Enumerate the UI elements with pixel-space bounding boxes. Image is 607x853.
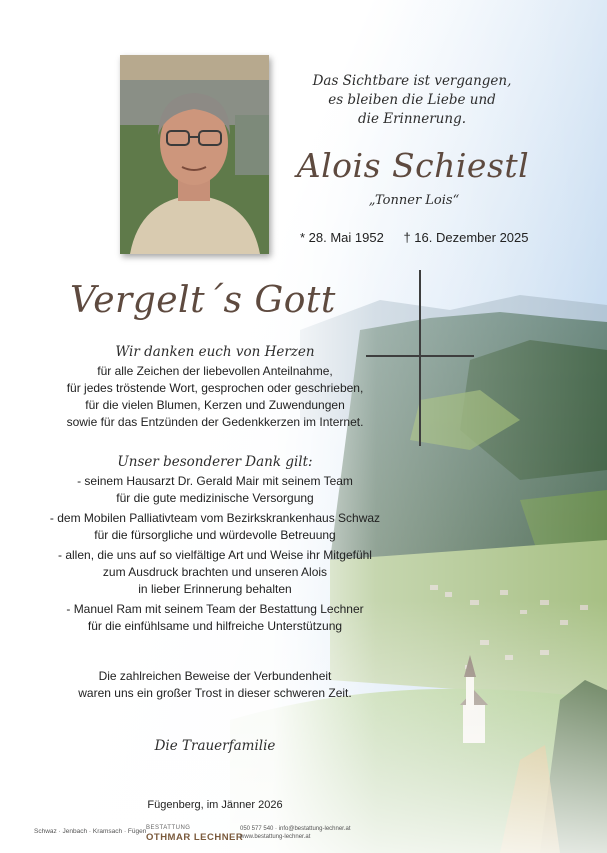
deceased-name: Alois Schiestl	[296, 146, 530, 185]
signature: Die Trauerfamilie	[154, 738, 276, 754]
deceased-nickname: „Tonner Lois“	[368, 193, 460, 208]
special-thanks-line: - dem Mobilen Palliativteam vom Bezirkskrankenhaus Schwaz	[49, 511, 381, 525]
portrait-photo	[120, 55, 269, 254]
memorial-quote	[298, 72, 526, 129]
special-thanks-line: für die gute medizinische Versorgung	[116, 491, 314, 505]
cross-icon-vertical	[419, 270, 421, 446]
special-thanks-line: für die fürsorgliche und würdevolle Betreuung	[94, 528, 336, 542]
special-thanks-title: Unser besonderer Dank gilt:	[117, 454, 313, 470]
death-date: † 16. Dezember 2025	[403, 230, 529, 245]
thanks-line: für alle Zeichen der liebevollen Anteilnahme,	[97, 364, 333, 378]
special-thanks-line: in lieber Erinnerung behalten	[138, 582, 292, 596]
footer-contact	[240, 825, 351, 841]
thanks-line: für die vielen Blumen, Kerzen und Zuwendungen	[85, 398, 345, 412]
birth-date: * 28. Mai 1952	[300, 230, 384, 245]
quote-line: die Erinnerung.	[357, 111, 467, 127]
special-thanks-item	[30, 473, 400, 507]
place-date: Fügenberg, im Jänner 2026	[147, 799, 283, 811]
closing-line: Die zahlreichen Beweise der Verbundenheit	[98, 669, 332, 683]
quote-line: es bleiben die Liebe und	[328, 92, 496, 108]
special-thanks-item	[30, 547, 400, 598]
life-dates	[300, 230, 540, 245]
closing-section	[30, 668, 400, 702]
footer-towns: Schwaz · Jenbach · Kramsach · Fügen	[34, 828, 147, 835]
thanks-section	[30, 343, 400, 431]
footer-contact-line: www.bestattung-lechner.at	[240, 834, 311, 840]
special-thanks-item	[30, 510, 400, 544]
special-thanks-section	[30, 453, 400, 638]
footer-contact-line: 050 577 540 · info@bestattung-lechner.at	[240, 826, 351, 832]
footer-logo-main: OTHMAR LECHNER	[146, 832, 244, 843]
special-thanks-line: - Manuel Ram mit seinem Team der Bestattung Lechner	[66, 602, 364, 616]
special-thanks-line: - allen, die uns auf so vielfältige Art und Weise ihr Mitgefühl	[58, 548, 372, 562]
thanks-line: sowie für das Entzünden der Gedenkkerzen im Internet.	[66, 415, 364, 429]
thanks-line: für jedes tröstende Wort, gesprochen oder geschrieben,	[66, 381, 364, 395]
thanks-heading: Vergelt´s Gott	[70, 280, 336, 321]
special-thanks-line: zum Ausdruck brachten und unseren Alois	[102, 565, 328, 579]
special-thanks-item	[30, 601, 400, 635]
thanks-title: Wir danken euch von Herzen	[115, 344, 315, 360]
footer-logo-small: BESTATTUNG	[146, 825, 191, 831]
special-thanks-line: - seinem Hausarzt Dr. Gerald Mair mit seinem Team	[77, 474, 353, 488]
footer	[0, 822, 607, 853]
special-thanks-line: für die einfühlsame und hilfreiche Unterstützung	[87, 619, 343, 633]
closing-line: waren uns ein großer Trost in dieser schweren Zeit.	[78, 686, 352, 700]
quote-line: Das Sichtbare ist vergangen,	[312, 73, 512, 89]
